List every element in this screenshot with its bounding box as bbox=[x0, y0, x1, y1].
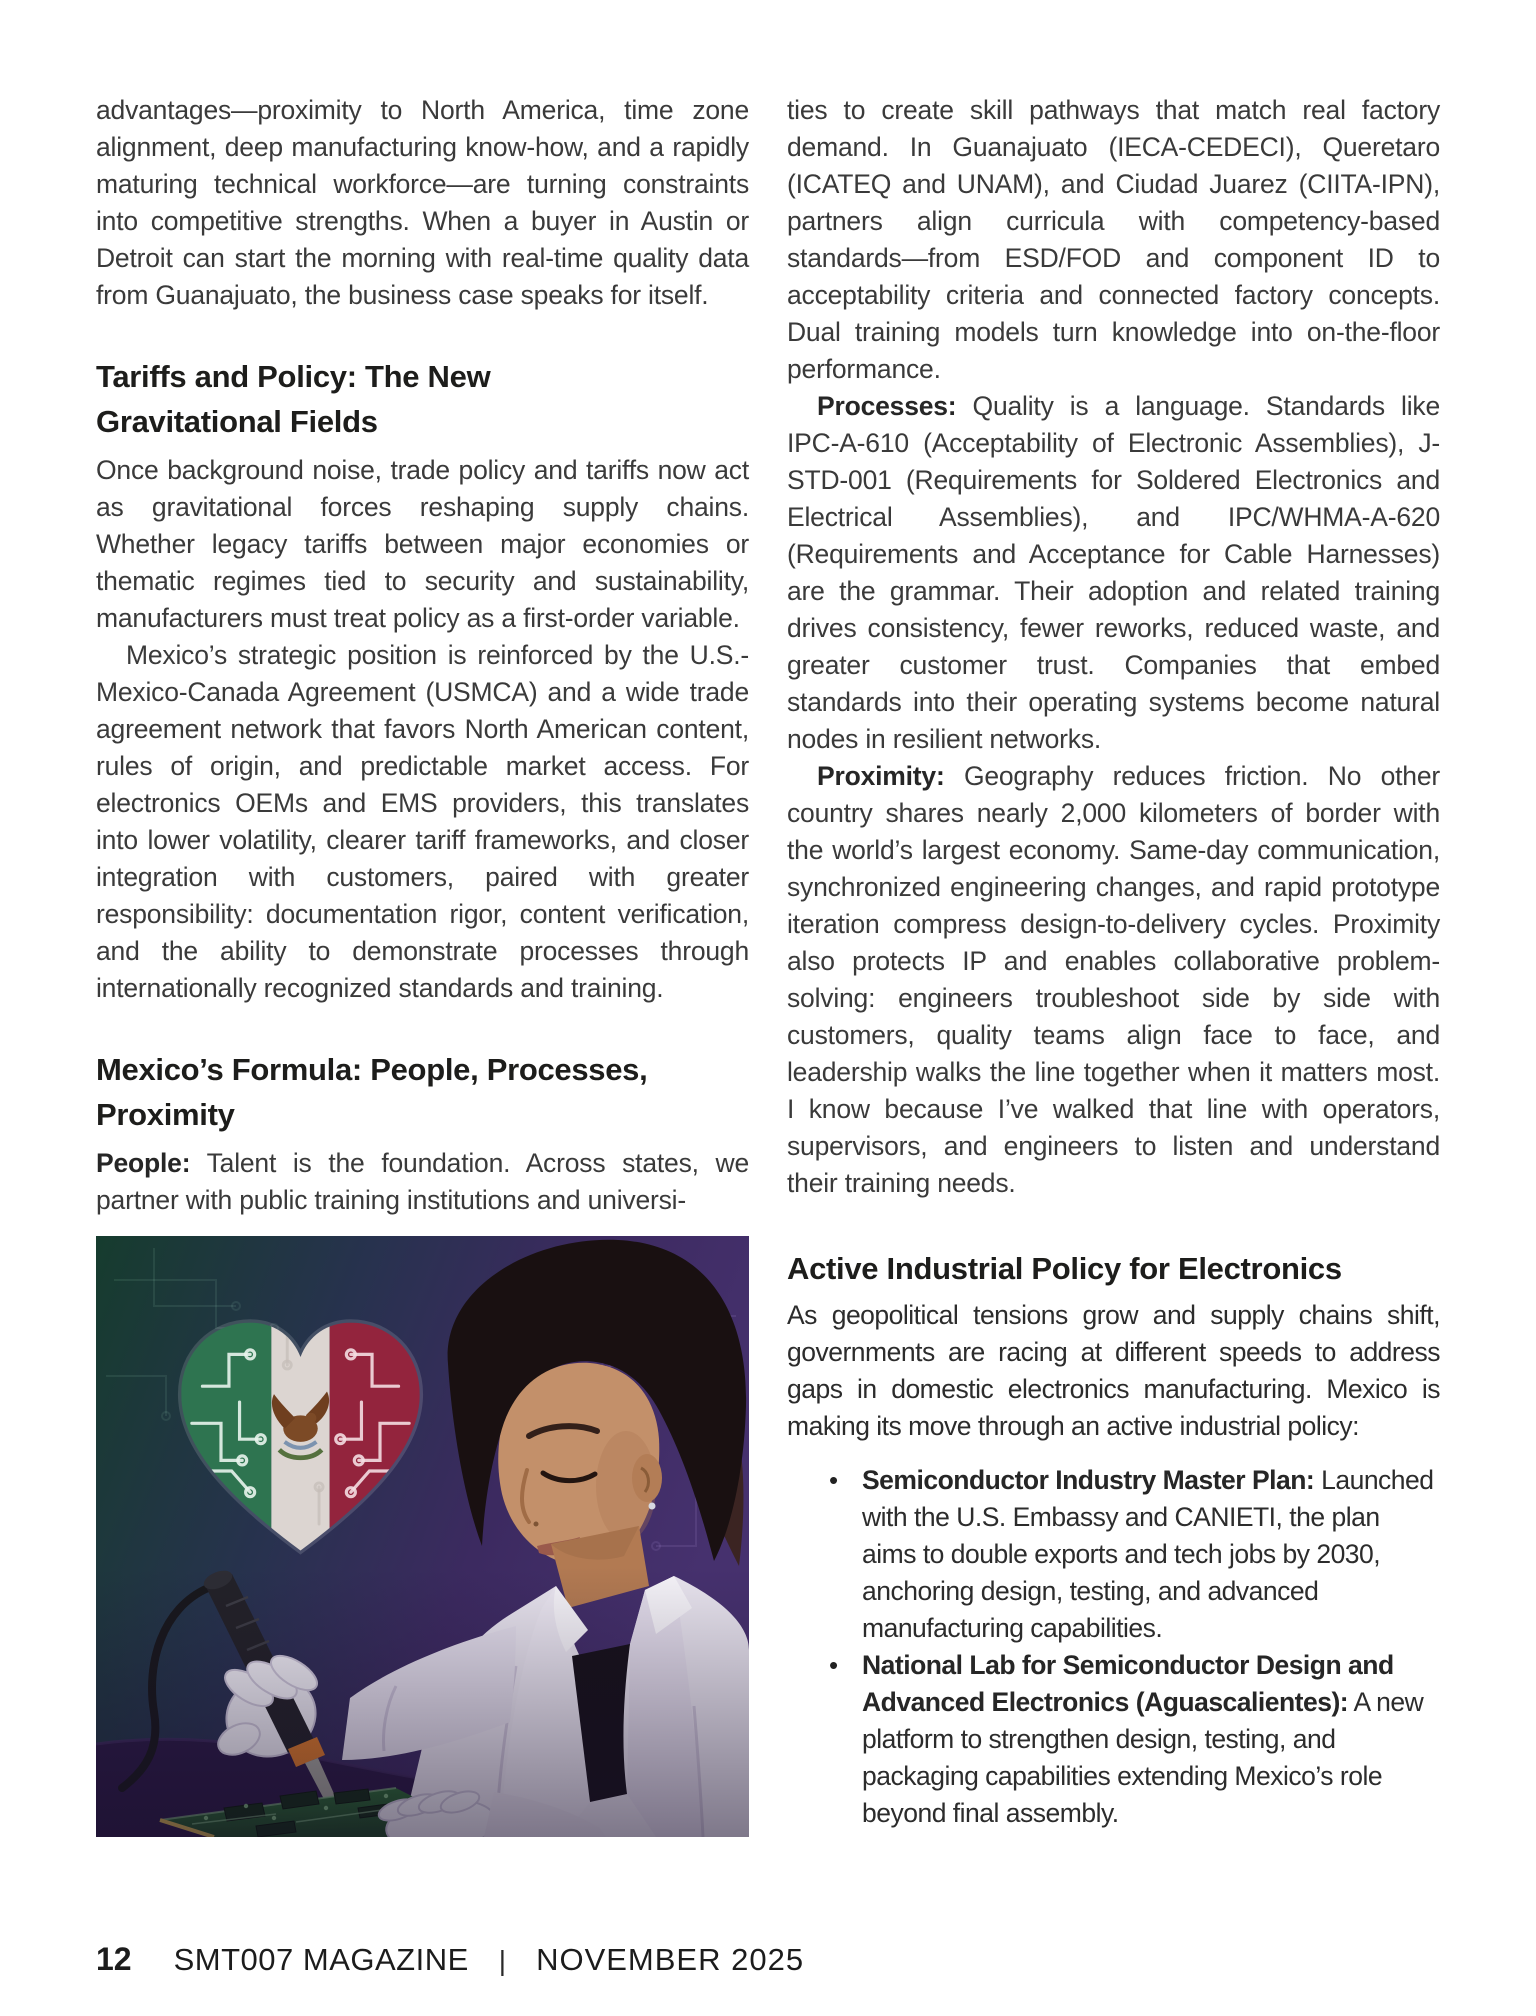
magazine-name: SMT007 MAGAZINE bbox=[173, 1942, 469, 1977]
paragraph-policy-intro: As geopolitical tensions grow and supply chains shift, governments are racing at different speeds to address gaps in domestic electronics manufacturing. Mexico is making its move through an active industrial policy: bbox=[787, 1300, 1440, 1441]
bullet-text bbox=[862, 1647, 1440, 1832]
people-lead: People: bbox=[96, 1148, 191, 1178]
photo-illustration bbox=[96, 1236, 749, 1837]
heading-line: Mexico’s Formula: People, Processes, bbox=[96, 1052, 648, 1087]
article-body bbox=[96, 92, 1440, 1837]
footer-divider: | bbox=[498, 1945, 507, 1976]
right-column bbox=[787, 92, 1440, 1837]
page-footer bbox=[96, 1941, 804, 1978]
page-number: 12 bbox=[96, 1941, 132, 1977]
paragraph-advantages: advantages—proximity to North America, time zone alignment, deep manufacturing know-how, and a rapidly maturing technical workforce—are turning constraints into competitive strengths. When a buyer in Austin or Detroit can start the morning with real-time quality data from Guanajuato, the business case speaks for itself. bbox=[96, 95, 749, 310]
section-heading-tariffs bbox=[96, 354, 749, 444]
national-lab-lead: National Lab for Semiconductor Design and Advanced Electronics (Aguascalientes): bbox=[862, 1650, 1394, 1717]
list-item-master-plan bbox=[787, 1462, 1440, 1647]
processes-lead: Processes: bbox=[817, 391, 957, 421]
issue-date: NOVEMBER 2025 bbox=[536, 1942, 805, 1977]
article-photo bbox=[96, 1236, 749, 1837]
section-heading-formula bbox=[96, 1047, 749, 1137]
bullet-icon: • bbox=[829, 1650, 839, 1680]
bullet-list bbox=[787, 1462, 1440, 1832]
bullet-text bbox=[862, 1462, 1440, 1647]
national-lab-text: A new platform to strengthen design, testing, and packaging capabilities extending Mexico’s role beyond final assembly. bbox=[862, 1687, 1424, 1828]
heading-line: Proximity bbox=[96, 1097, 235, 1132]
master-plan-lead: Semiconductor Industry Master Plan: bbox=[862, 1465, 1315, 1495]
people-text: Talent is the foundation. Across states, we partner with public training institutions and universi- bbox=[96, 1148, 750, 1215]
list-item-national-lab bbox=[787, 1647, 1440, 1832]
paragraph-proximity bbox=[787, 758, 1440, 1202]
policy-section bbox=[787, 1246, 1440, 1832]
bullet-icon: • bbox=[829, 1465, 839, 1495]
paragraph-skills: ties to create skill pathways that match real factory demand. In Guanajuato (IECA-CEDECI), Queretaro (ICATEQ and UNAM), and Ciudad Juarez (CIITA-IPN), partners align curricula with competency-based standards—from ESD/FOD and component ID to acceptability criteria and connected factory concepts. Dual training models turn knowledge into on-the-floor performance. bbox=[787, 95, 1440, 384]
proximity-text: Geography reduces friction. No other country shares nearly 2,000 kilometers of border with the world’s largest economy. Same-day communication, synchronized engineering changes, and rapid prototype iteration compress design-to-delivery cycles. Proximity also protects IP and enables collaborative problem-solving: engineers troubleshoot side by side with customers, quality teams align face to face, and leadership walks the line together when it matters most. I know because I’ve walked that line with operators, supervisors, and engineers to listen and understand their training needs. bbox=[787, 761, 1440, 1198]
processes-text: Quality is a language. Standards like IPC-A-610 (Acceptability of Electronic Assemblies), J-STD-001 (Requirements for Soldered Electronics and Electrical Assemblies), and IPC/WHMA-A-620 (Requirements and Acceptance for Cable Harnesses) are the grammar. Their adoption and related training drives consistency, fewer reworks, reduced waste, and greater customer trust. Companies that embed standards into their operating systems become natural nodes in resilient networks. bbox=[787, 391, 1440, 754]
paragraph-usmca: Mexico’s strategic position is reinforced by the U.S.-Mexico-Canada Agreement (USMCA) and a wide trade agreement network that favors North American content, rules of origin, and predictable market access. For electronics OEMs and EMS providers, this translates into lower volatility, clearer tariff frameworks, and closer integration with customers, paired with greater responsibility: documentation rigor, content verification, and the ability to demonstrate processes through internationally recognized standards and training. bbox=[96, 640, 749, 1003]
heading-line: Tariffs and Policy: The New bbox=[96, 359, 491, 394]
paragraph-processes bbox=[787, 388, 1440, 758]
paragraph-trade-policy: Once background noise, trade policy and tariffs now act as gravitational forces reshaping supply chains. Whether legacy tariffs between major economies or thematic regimes tied to security and sustainability, manufacturers must treat policy as a first-order variable. bbox=[96, 455, 749, 633]
paragraph-people bbox=[96, 1145, 749, 1219]
left-column bbox=[96, 92, 749, 1837]
section-heading-policy: Active Industrial Policy for Electronics bbox=[787, 1251, 1342, 1286]
proximity-lead: Proximity: bbox=[817, 761, 945, 791]
photo-vignette bbox=[96, 1236, 749, 1837]
master-plan-text: Launched with the U.S. Embassy and CANIETI, the plan aims to double exports and tech jobs by 2030, anchoring design, testing, and advanced manufacturing capabilities. bbox=[862, 1465, 1434, 1643]
heading-line: Gravitational Fields bbox=[96, 404, 378, 439]
